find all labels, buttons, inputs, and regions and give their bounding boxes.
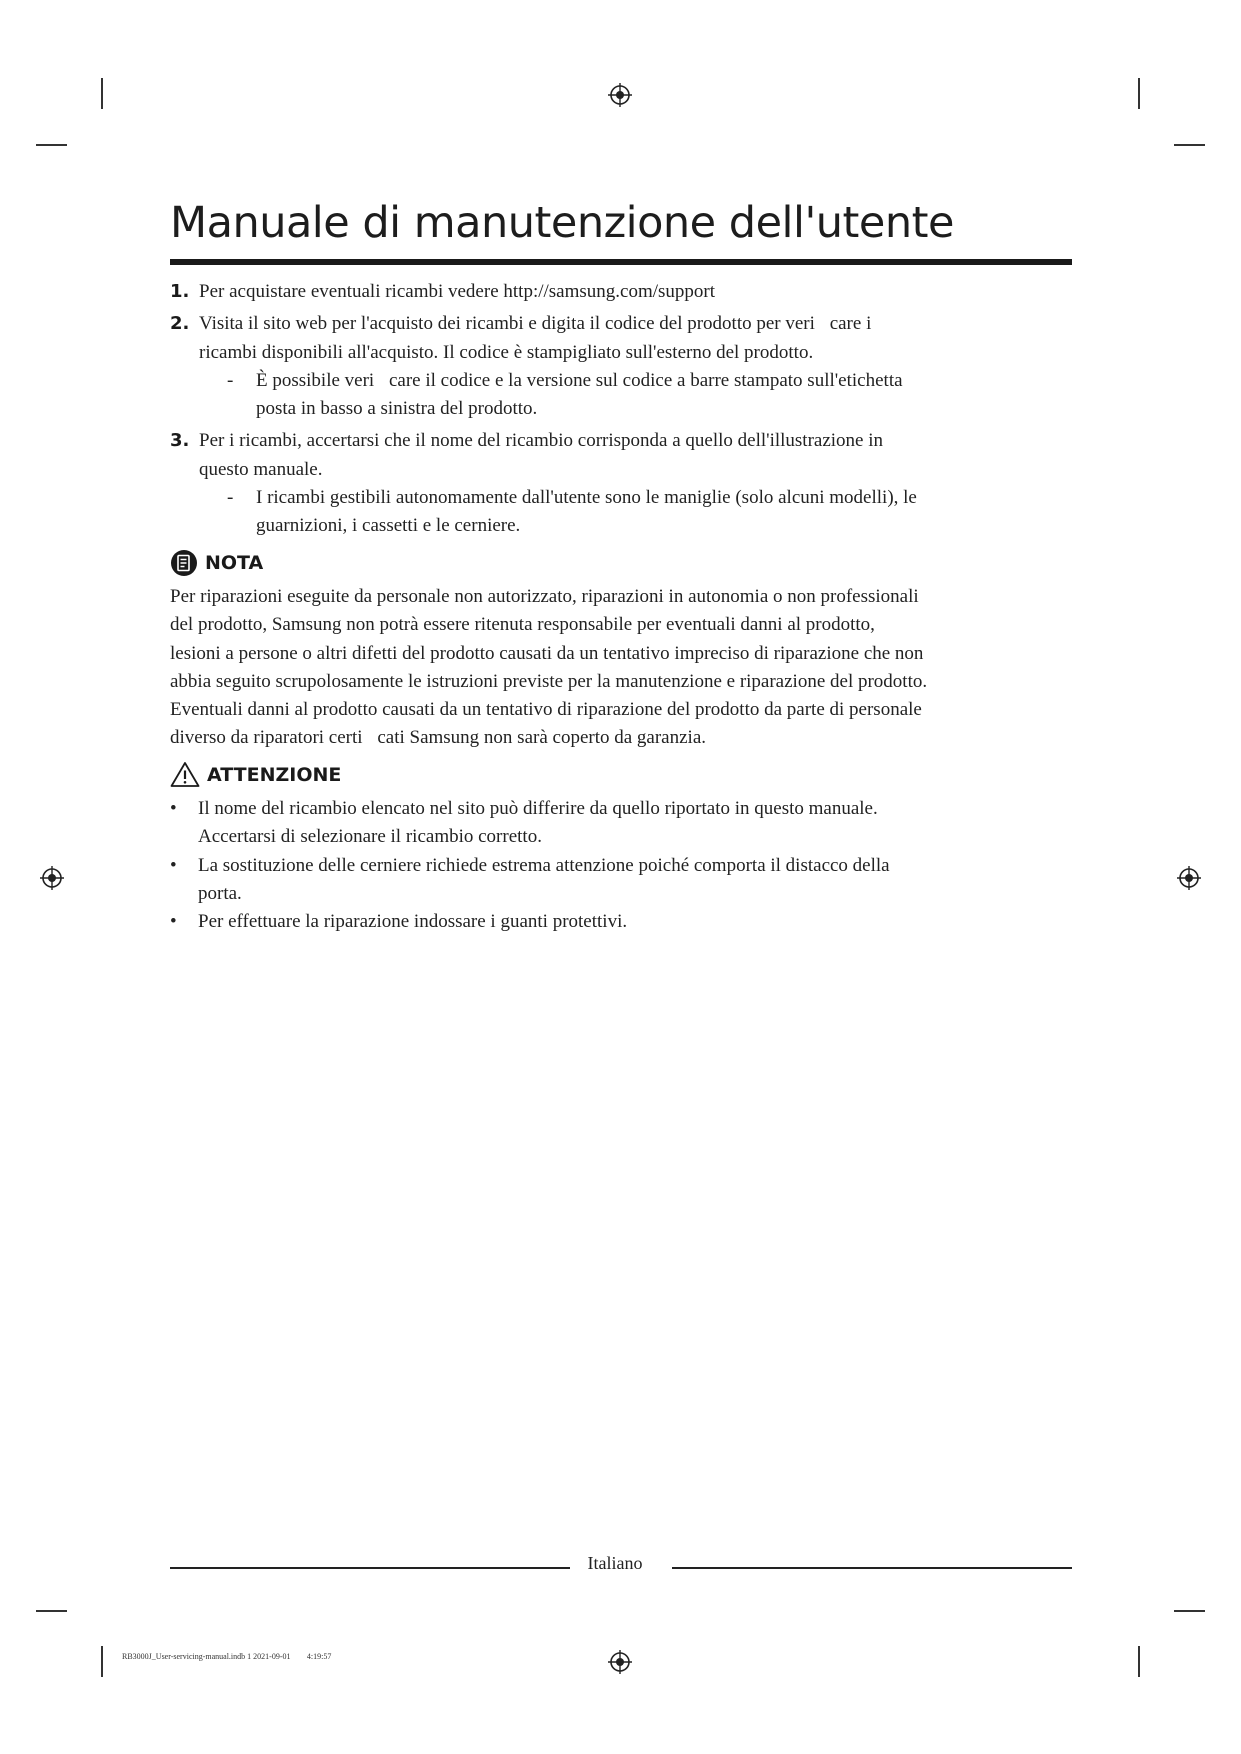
nota-text: Per riparazioni eseguite da personale non autorizzato, riparazioni in autonomia o non professionali del prodotto, Samsung non potrà essere ritenuta responsabile per eventuali danni al prodotto, lesioni a persone o altri difetti del prodotto causati da un tentativo impreciso di riparazione che non abbia seguito scrupolosamente le istruzioni previste per la manutenzione e riparazione del prodotto. Eventuali danni al prodotto causati da un tentativo di riparazione del prodotto da parte di personale diverso da riparatori certi cati Samsung non sarà coperto da garanzia. [170,585,928,749]
main-content [170,278,930,937]
footer-rule-left [170,1567,570,1569]
step-number: 3. [170,430,190,452]
registration-mark-top-icon [608,83,632,107]
step-1 [170,278,930,306]
step-2 [170,310,930,423]
nota-label: NOTA [205,551,264,574]
dash-marker: - [227,487,234,509]
attenzione-bullet [170,795,930,852]
step-sub-text: È possibile veri care il codice e la versione sul codice a barre stampato sull'etichetta posta in basso a sinistra del prodotto. [256,369,903,420]
registration-mark-bottom-icon [608,1650,632,1674]
step-sub-text: I ricambi gestibili autonomamente dall'utente sono le maniglie (solo alcuni modelli), le guarnizioni, i cassetti e le cerniere. [256,487,917,537]
step-3 [170,427,930,540]
warning-icon [170,761,200,788]
step-sub-item [199,367,930,424]
step-text: Per i ricambi, accertarsi che il nome del ricambio corrisponda a quello dell'illustrazione in questo manuale. [199,430,884,480]
crop-mark-top-right-vertical [1138,78,1140,109]
crop-mark-top-right-horizontal [1174,144,1205,146]
print-slug: RB3000J_User-servicing-manual.indb 1 2021-09-01    4:19:57 [122,1652,332,1661]
crop-mark-bottom-right-horizontal [1174,1610,1205,1612]
registration-mark-left-icon [40,866,64,890]
step-text: Per acquistare eventuali ricambi vedere http://samsung.com/support [199,281,716,302]
crop-mark-bottom-left-horizontal [36,1610,67,1612]
attenzione-bullet [170,852,930,909]
registration-mark-right-icon [1177,866,1201,890]
bullet-marker: • [170,854,177,876]
note-icon [170,549,198,577]
bullet-marker: • [170,798,177,820]
crop-mark-bottom-left-vertical [101,1646,103,1677]
bullet-text: Il nome del ricambio elencato nel sito può differire da quello riportato in questo manuale. Accertarsi di selezionare il ricambio corretto. [198,798,878,848]
title-underline [170,259,1072,265]
attenzione-bullet [170,908,930,936]
attenzione-heading [170,761,930,789]
bullet-text: Per effettuare la riparazione indossare i guanti protettivi. [198,911,628,933]
bullet-marker: • [170,911,177,933]
step-number: 1. [170,281,190,302]
step-number: 2. [170,313,190,335]
dash-marker: - [227,369,234,391]
step-sub-item [199,484,930,541]
step-text: Visita il sito web per l'acquisto dei ricambi e digita il codice del prodotto per veri care i ricambi disponibili all'acquisto. Il codice è stampigliato sull'esterno del prodotto. [199,313,872,363]
nota-heading [170,549,930,577]
footer-rule-right [672,1567,1072,1569]
page-title: Manuale di manutenzione dell'utente [170,198,954,248]
crop-mark-top-left-horizontal [36,144,67,146]
bullet-text: La sostituzione delle cerniere richiede estrema attenzione poiché comporta il distacco della porta. [198,854,890,904]
attenzione-label: ATTENZIONE [207,763,342,786]
footer-language: Italiano [587,1553,643,1573]
crop-mark-top-left-vertical [101,78,103,109]
crop-mark-bottom-right-vertical [1138,1646,1140,1677]
